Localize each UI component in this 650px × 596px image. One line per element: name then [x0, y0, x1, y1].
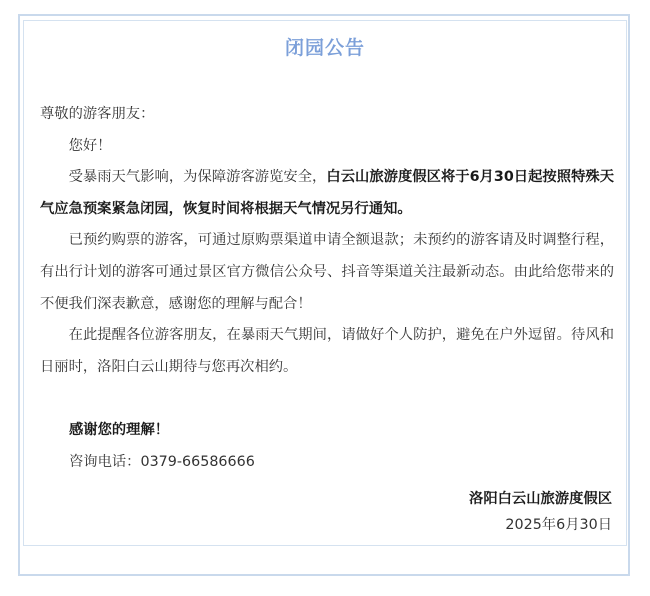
paragraph-closure: [40, 162, 614, 225]
paragraph-safety-reminder: 在此提醒各位游客朋友，在暴雨天气期间，请做好个人防护，避免在户外逗留。待风和日丽时，洛阳白云山期待与您再次相约。: [40, 327, 614, 375]
notice-title: 闭园公告: [284, 37, 365, 59]
contact-phone: [69, 447, 255, 479]
phone-number: 0379-66586666: [140, 454, 255, 470]
closure-intro-text: 受暴雨天气影响，为保障游客游览安全，: [68, 169, 327, 186]
signature-date: 2025年6月30日: [505, 517, 612, 533]
salutation: 尊敬的游客朋友：: [40, 106, 155, 122]
paragraph-refund: 已预约购票的游客，可通过原购票渠道申请全额退款；未预约的游客请及时调整行程，有出行计划的游客可通过景区官方微信公众号、抖音等渠道关注最新动态。由此给您带来的不便我们深表歉意，感谢您的理解与配合！: [40, 232, 614, 312]
closure-emphasis-text: 白云山旅游度假区将于6月30日起按照特殊天气应急预案紧急闭园，恢复时间将根据天气情况另行通知。: [40, 169, 615, 217]
signature-block: [469, 486, 612, 538]
greeting: 您好！: [68, 137, 112, 154]
notice-body: [40, 99, 614, 383]
signature-organization: 洛阳白云山旅游度假区: [469, 491, 612, 507]
thanks-text: 感谢您的理解！: [69, 422, 170, 438]
phone-label: 咨询电话：: [69, 454, 141, 470]
